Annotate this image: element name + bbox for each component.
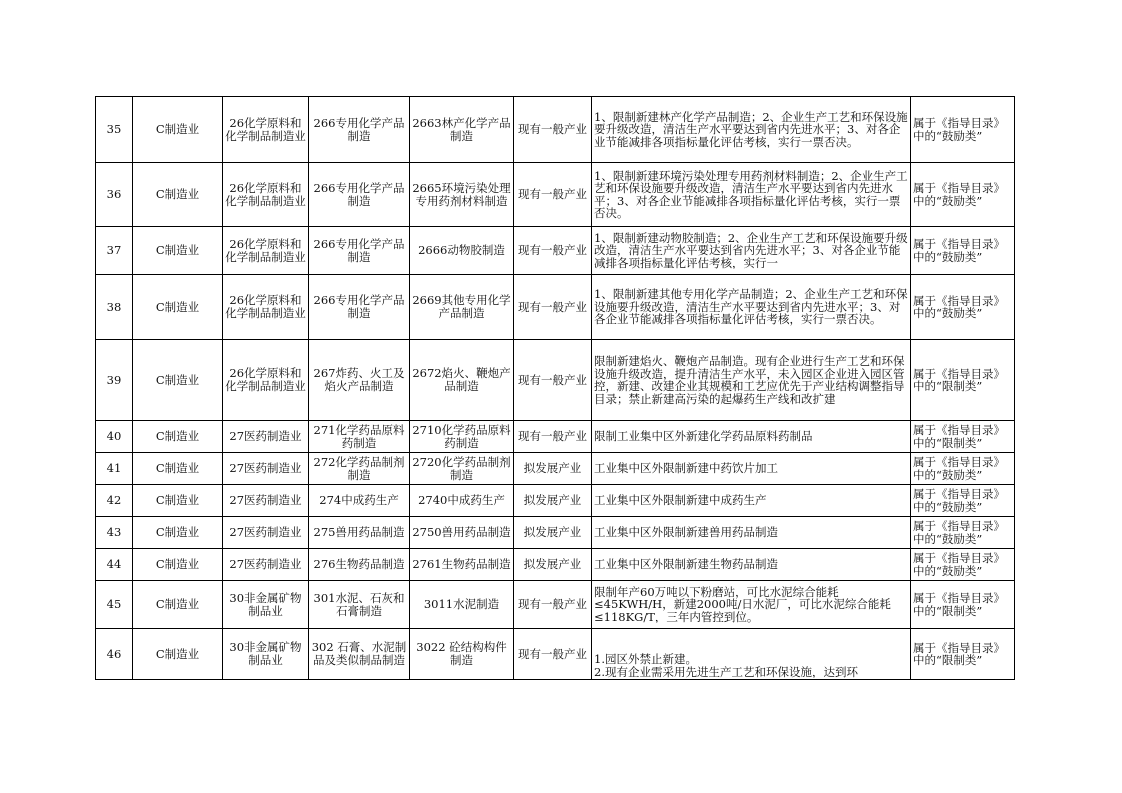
management-measure-cell [592,97,911,163]
mid-category-cell [309,453,410,485]
mid-category-cell [309,340,410,421]
row-number-text: 39 [106,373,122,387]
minor-category-cell-text: 2672焰火、鞭炮产品制造 [412,367,511,393]
major-category-cell [223,163,309,227]
catalog-note-cell-text: 属于《指导目录》中的“鼓励类” [913,552,1005,577]
catalog-note-cell [911,517,1015,549]
mid-category-cell-text: 274中成药生产 [319,494,399,507]
minor-category-cell-text: 2740中成药生产 [418,494,505,507]
minor-category-cell [410,97,514,163]
catalog-note-cell [911,629,1015,680]
mid-category-cell-text: 266专用化学产品制造 [313,237,405,264]
row-number [96,453,133,485]
mid-category-cell-text: 267炸药、火工及焰火产品制造 [313,367,405,393]
mid-category-cell [309,517,410,549]
row-number [96,97,133,163]
row-number-text: 44 [106,558,122,571]
industry-type-cell-text: 拟发展产业 [523,462,582,475]
table-row [96,163,1015,227]
row-number-text: 45 [106,598,122,611]
sector-cell-text: C制造业 [155,188,200,201]
sector-cell [133,163,223,227]
major-category-cell-text: 27医药制造业 [229,494,302,507]
row-number-text: 41 [106,462,122,475]
minor-category-cell-text: 2663林产化学产品制造 [412,116,511,143]
management-measure-cell [592,517,911,549]
minor-category-cell-text: 2720化学药品制剂制造 [412,455,511,482]
table-body [96,97,1015,680]
sector-cell-text: C制造业 [155,494,200,507]
major-category-cell [223,629,309,680]
management-measure-cell [592,163,911,227]
row-number [96,485,133,517]
catalog-note-cell-text: 属于《指导目录》中的“鼓励类” [913,456,1005,481]
row-number [96,275,133,340]
row-number [96,163,133,227]
industry-type-cell [514,163,592,227]
sector-cell-text: C制造业 [155,300,200,314]
management-measure-cell [592,227,911,275]
row-number [96,227,133,275]
management-measure-cell-text: 1、限制新建其他专用化学产品制造；2、企业生产工艺和环保设施要升级改造，清洁生产水平要达到省内先进水平；3、对各企业节能减排各项指标量化评估考核，实行一票否决。 [594,288,908,326]
management-measure-cell-text: 1.园区外禁止新建。 2.现有企业需采用先进生产工艺和环保设施，达到环 [594,652,858,678]
catalog-note-cell-text: 属于《指导目录》中的“鼓励类” [913,520,1005,545]
industry-type-cell [514,549,592,581]
catalog-note-cell [911,97,1015,163]
management-measure-cell [592,421,911,453]
catalog-note-cell-text: 属于《指导目录》中的“限制类” [913,592,1005,617]
management-measure-cell-text: 限制年产60万吨以下粉磨站，可比水泥综合能耗≤45KWH/H，新建2000吨/日水泥厂，可比水泥综合能耗≤118KG/T，三年内管控到位。 [594,585,891,624]
row-number-text: 35 [106,123,122,136]
minor-category-cell-text: 2666动物胶制造 [418,244,505,257]
major-category-cell-text: 26化学原料和化学制品制造业 [225,294,306,320]
management-measure-cell [592,485,911,517]
minor-category-cell [410,549,514,581]
major-category-cell [223,581,309,629]
sector-cell-text: C制造业 [155,244,200,257]
mid-category-cell-text: 272化学药品制剂制造 [313,455,405,482]
mid-category-cell [309,485,410,517]
management-measure-cell [592,340,911,421]
table-row [96,97,1015,163]
sector-cell-text: C制造业 [155,430,200,443]
catalog-note-cell [911,453,1015,485]
catalog-note-cell [911,163,1015,227]
management-measure-cell [592,549,911,581]
mid-category-cell-text: 266专用化学产品制造 [313,181,405,208]
major-category-cell [223,340,309,421]
sector-cell-text: C制造业 [155,123,200,136]
minor-category-cell [410,581,514,629]
mid-category-cell-text: 276生物药品制造 [313,558,405,571]
major-category-cell [223,453,309,485]
mid-category-cell-text: 302 石膏、水泥制品及类似制品制造 [311,641,407,667]
minor-category-cell [410,629,514,680]
industry-type-cell-text: 拟发展产业 [523,558,582,571]
major-category-cell-text: 27医药制造业 [229,462,302,475]
industry-type-cell [514,517,592,549]
industry-type-cell-text: 现有一般产业 [518,188,587,201]
sector-cell [133,517,223,549]
industry-type-cell-text: 现有一般产业 [518,300,587,314]
sector-cell [133,453,223,485]
table-row [96,517,1015,549]
management-measure-cell [592,275,911,340]
sector-cell [133,581,223,629]
management-measure-cell-text: 1、限制新建动物胶制造；2、企业生产工艺和环保设施要升级改造，清洁生产水平要达到省内先进水平；3、对各企业节能减排各项指标量化评估考核，实行一 [594,231,908,270]
row-number [96,629,133,680]
mid-category-cell-text: 266专用化学产品制造 [313,294,405,320]
management-measure-cell [592,453,911,485]
industry-type-cell-text: 现有一般产业 [518,598,587,611]
sector-cell-text: C制造业 [155,462,200,475]
major-category-cell-text: 27医药制造业 [229,430,302,443]
mid-category-cell [309,275,410,340]
minor-category-cell [410,421,514,453]
row-number-text: 42 [106,494,122,507]
industry-type-cell-text: 现有一般产业 [518,647,587,661]
management-measure-cell-text: 限制新建焰火、鞭炮产品制造。现有企业进行生产工艺和环保设施升级改造，提升清洁生产水平，未入园区企业进入园区管控，新建、改建企业其规模和工艺应优先于产业结构调整指导目录；禁止新建高污染的起爆药生产线和改扩建 [594,355,905,405]
minor-category-cell-text: 3022 砼结构构件制造 [416,641,507,667]
mid-category-cell [309,421,410,453]
major-category-cell-text: 27医药制造业 [229,526,302,539]
mid-category-cell-text: 275兽用药品制造 [313,526,405,539]
major-category-cell [223,275,309,340]
mid-category-cell-text: 271化学药品原料药制造 [313,423,405,450]
management-measure-cell-text: 工业集中区外限制新建兽用药品制造 [594,526,778,539]
industry-type-cell [514,453,592,485]
minor-category-cell [410,275,514,340]
mid-category-cell [309,629,410,680]
sector-cell-text: C制造业 [155,373,200,387]
sector-cell [133,97,223,163]
minor-category-cell [410,163,514,227]
mid-category-cell [309,581,410,629]
sector-cell [133,227,223,275]
management-measure-cell-text: 工业集中区外限制新建中成药生产 [594,494,767,507]
major-category-cell [223,517,309,549]
management-measure-cell-text: 限制工业集中区外新建化学药品原料药制品 [594,430,813,443]
sector-cell [133,340,223,421]
catalog-note-cell [911,421,1015,453]
table-row [96,549,1015,581]
major-category-cell [223,227,309,275]
industry-type-cell [514,581,592,629]
row-number-text: 37 [106,244,122,257]
major-category-cell-text: 26化学原料和化学制品制造业 [225,367,306,393]
industry-type-cell [514,340,592,421]
sector-cell [133,421,223,453]
row-number [96,581,133,629]
sector-cell [133,485,223,517]
management-measure-cell [592,581,911,629]
major-category-cell-text: 26化学原料和化学制品制造业 [225,181,306,208]
major-category-cell [223,485,309,517]
industry-type-cell [514,629,592,680]
management-measure-cell-text: 工业集中区外限制新建生物药品制造 [594,558,778,571]
table-row [96,581,1015,629]
table-row [96,453,1015,485]
industry-table [95,96,1015,680]
mid-category-cell-text: 301水泥、石灰和石膏制造 [313,591,405,618]
industry-type-cell-text: 现有一般产业 [518,373,587,387]
sector-cell-text: C制造业 [155,647,200,661]
catalog-note-cell-text: 属于《指导目录》中的“鼓励类” [913,238,1005,263]
catalog-note-cell [911,485,1015,517]
major-category-cell-text: 30非金属矿物制品业 [229,591,302,618]
row-number [96,549,133,581]
row-number-text: 38 [106,300,122,314]
sector-cell [133,629,223,680]
sector-cell [133,549,223,581]
row-number-text: 40 [106,430,122,443]
minor-category-cell-text: 2761生物药品制造 [412,558,511,571]
industry-type-cell-text: 现有一般产业 [518,244,587,257]
management-measure-cell-text: 1、限制新建环境污染处理专用药剂材料制造；2、企业生产工艺和环保设施要升级改造，清洁生产水平要达到省内先进水平；3、对各企业节能减排各项指标量化评估考核，实行一票否决。 [594,169,908,220]
table-row [96,227,1015,275]
mid-category-cell [309,549,410,581]
row-number-text: 46 [106,647,122,661]
row-number [96,517,133,549]
row-number [96,421,133,453]
minor-category-cell-text: 2669其他专用化学产品制造 [412,294,511,320]
minor-category-cell [410,340,514,421]
minor-category-cell-text: 2665环境污染处理专用药剂材料制造 [412,181,511,208]
mid-category-cell [309,227,410,275]
major-category-cell-text: 26化学原料和化学制品制造业 [225,237,306,264]
major-category-cell-text: 26化学原料和化学制品制造业 [225,116,306,143]
catalog-note-cell [911,275,1015,340]
industry-type-cell-text: 拟发展产业 [523,526,582,539]
catalog-note-cell-text: 属于《指导目录》中的“限制类” [913,641,1005,667]
management-measure-cell [592,629,911,680]
minor-category-cell [410,485,514,517]
sector-cell [133,275,223,340]
table-row [96,340,1015,421]
catalog-note-cell-text: 属于《指导目录》中的“鼓励类” [913,182,1005,207]
mid-category-cell-text: 266专用化学产品制造 [313,116,405,143]
industry-type-cell [514,97,592,163]
row-number-text: 36 [106,188,122,201]
minor-category-cell-text: 2750兽用药品制造 [412,526,511,539]
industry-type-cell [514,485,592,517]
minor-category-cell-text: 3011水泥制造 [423,598,500,611]
industry-type-cell [514,227,592,275]
minor-category-cell-text: 2710化学药品原料药制造 [412,423,511,450]
catalog-note-cell [911,549,1015,581]
catalog-note-cell [911,227,1015,275]
sector-cell-text: C制造业 [155,598,200,611]
sector-cell-text: C制造业 [155,526,200,539]
industry-type-cell [514,275,592,340]
table-row [96,275,1015,340]
minor-category-cell [410,517,514,549]
table-row [96,629,1015,680]
mid-category-cell [309,97,410,163]
catalog-note-cell [911,340,1015,421]
industry-type-cell-text: 现有一般产业 [518,123,587,136]
catalog-note-cell [911,581,1015,629]
industry-type-cell-text: 现有一般产业 [518,430,587,443]
major-category-cell [223,549,309,581]
management-measure-cell-text: 1、限制新建林产化学产品制造；2、企业生产工艺和环保设施要升级改造，清洁生产水平要达到省内先进水平；3、对各企业节能减排各项指标量化评估考核，实行一票否决。 [594,110,908,149]
table-row [96,421,1015,453]
catalog-note-cell-text: 属于《指导目录》中的“限制类” [913,424,1005,449]
mid-category-cell [309,163,410,227]
major-category-cell-text: 27医药制造业 [229,558,302,571]
catalog-note-cell-text: 属于《指导目录》中的“鼓励类” [913,294,1005,320]
industry-type-cell-text: 拟发展产业 [523,494,582,507]
minor-category-cell [410,453,514,485]
catalog-note-cell-text: 属于《指导目录》中的“鼓励类” [913,117,1005,142]
minor-category-cell [410,227,514,275]
sector-cell-text: C制造业 [155,558,200,571]
row-number [96,340,133,421]
catalog-note-cell-text: 属于《指导目录》中的“鼓励类” [913,488,1005,513]
catalog-note-cell-text: 属于《指导目录》中的“限制类” [913,367,1005,393]
industry-type-cell [514,421,592,453]
major-category-cell [223,97,309,163]
table-row [96,485,1015,517]
management-measure-cell-text: 工业集中区外限制新建中药饮片加工 [594,462,778,475]
major-category-cell-text: 30非金属矿物制品业 [229,641,302,667]
row-number-text: 43 [106,526,122,539]
major-category-cell [223,421,309,453]
